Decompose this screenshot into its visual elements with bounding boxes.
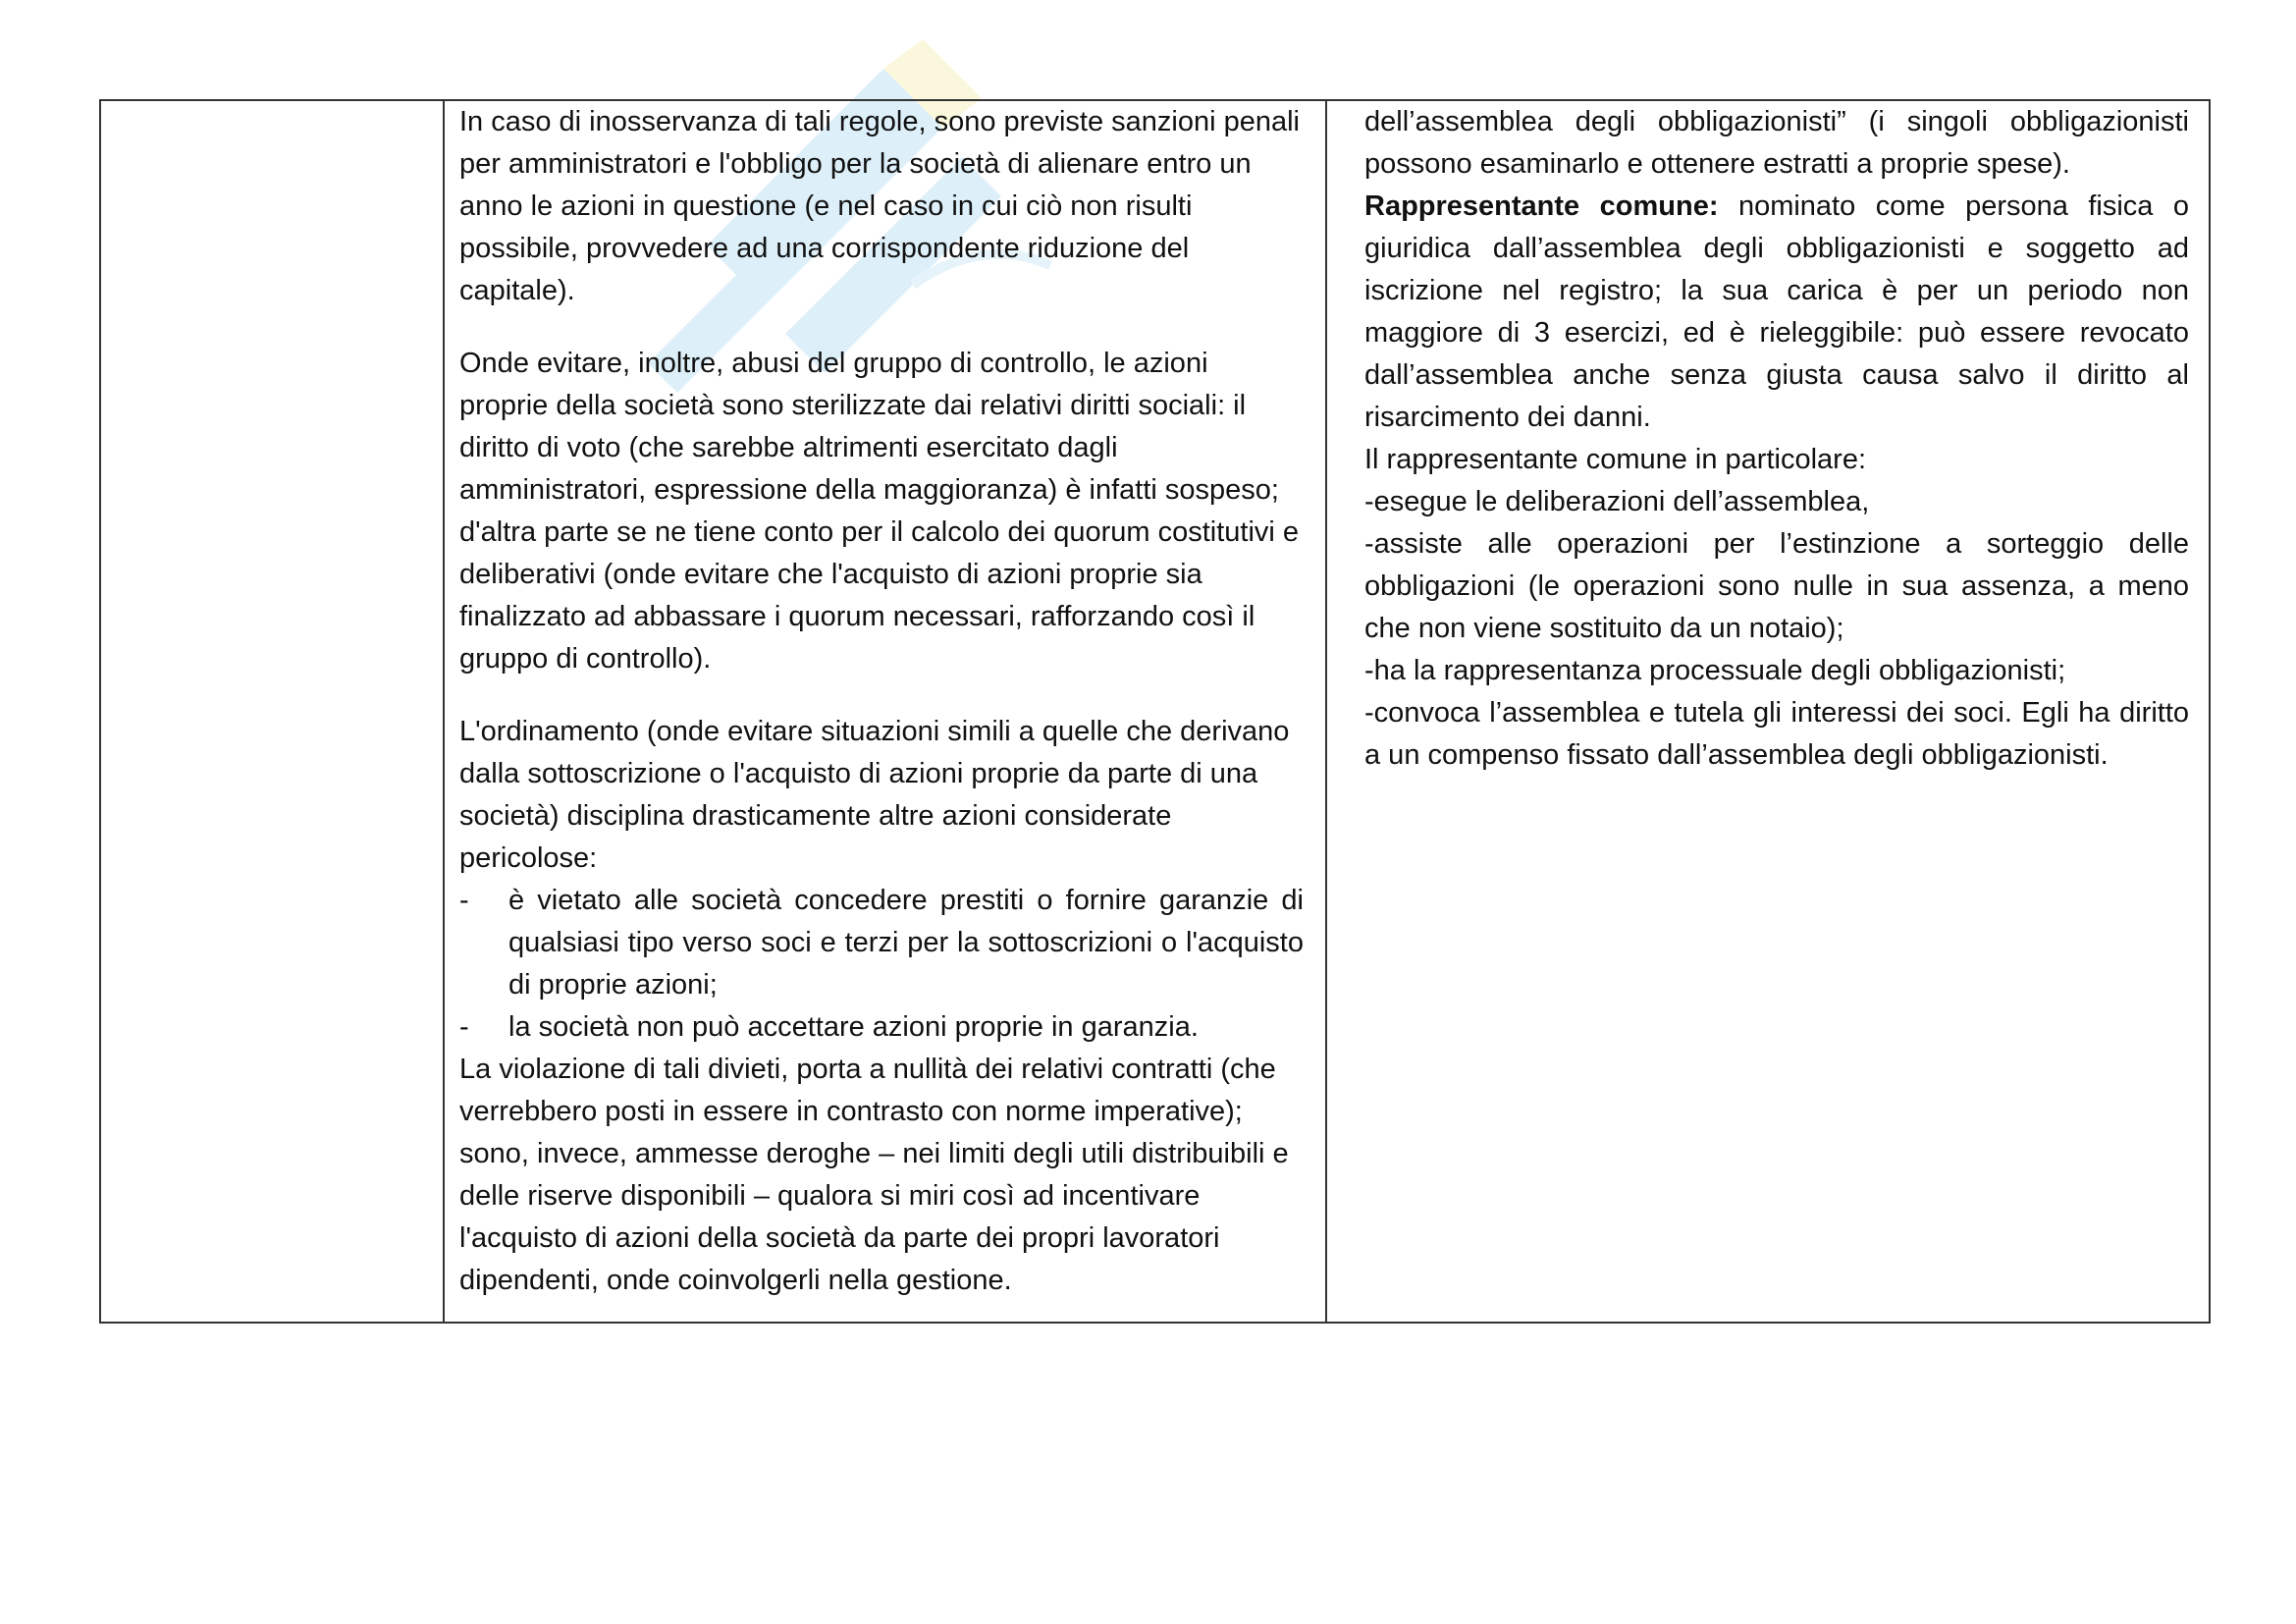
paragraph-rappresentante-comune bbox=[1364, 186, 2189, 439]
dash-bullet: - bbox=[459, 1011, 469, 1043]
divieti-list bbox=[459, 880, 1304, 1049]
paragraph-sterilizzazione: Onde evitare, inoltre, abusi del gruppo di controllo, le azioni proprie della società sono sterilizzate dai relativi diritti sociali: il diritto di voto (che sarebbe altrimenti esercitato dagli amministratori, espressione della maggioranza) è infatti sospeso; d'altra parte se ne tiene conto per il calcolo dei quorum costitutivi e deliberativi (onde evitare che l'acquisto di azioni proprie sia finalizzato ad abbassare i quorum necessari, rafforzando così il gruppo di controllo). bbox=[459, 348, 1300, 675]
table-cell-azioni-proprie bbox=[444, 100, 1326, 1323]
table-cell-empty bbox=[100, 100, 444, 1323]
table-cell-obbligazionisti bbox=[1326, 100, 2210, 1323]
paragraph-libro-assemblea: dell’assemblea degli obbligazionisti” (i singoli obbligazionisti possono esaminarlo e ottenere estratti a proprie spese). bbox=[1364, 106, 2189, 180]
content-table bbox=[99, 99, 2211, 1324]
list-item bbox=[459, 880, 1304, 1006]
dash-bullet: - bbox=[459, 885, 469, 916]
table-row bbox=[100, 100, 2210, 1323]
term-definition: nominato come persona fisica o giuridica dall’assemblea degli obbligazionisti e soggetto ad iscrizione nel registro; la sua carica è per un periodo non maggiore di 3 esercizi, ed è rieleggibile: può essere revocato dall’assemblea anche senza giusta causa salvo il diritto al risarcimento dei danni. bbox=[1364, 190, 2190, 433]
list-item: -ha la rappresentanza processuale degli obbligazionisti; bbox=[1364, 655, 2066, 686]
paragraph-sanzioni: In caso di inosservanza di tali regole, sono previste sanzioni penali per amministratori e l'obbligo per la società di alienare entro un anno le azioni in questione (e nel caso in cui ciò non risulti possibile, provvedere ad una corrispondente riduzione del capitale). bbox=[459, 106, 1300, 306]
list-item: -esegue le deliberazioni dell’assemblea, bbox=[1364, 486, 1870, 517]
list-item-text: la società non può accettare azioni proprie in garanzia. bbox=[508, 1011, 1199, 1043]
paragraph-ordinamento: L'ordinamento (onde evitare situazioni simili a quelle che derivano dalla sottoscrizione o l'acquisto di azioni proprie da parte di una società) disciplina drasticamente altre azioni considerate pericolose: bbox=[459, 716, 1290, 874]
list-item bbox=[459, 1006, 1304, 1049]
paragraph-violazione: La violazione di tali divieti, porta a nullità dei relativi contratti (che verrebbero posti in essere in contrasto con norme imperative); sono, invece, ammesse deroghe – nei limiti degli utili distribuibili e delle riserve disponibili – qualora si miri così ad incentivare l'acquisto di azioni della società da parte dei propri lavoratori dipendenti, onde coinvolgerli nella gestione. bbox=[459, 1054, 1289, 1296]
list-item: -convoca l’assemblea e tutela gli interessi dei soci. Egli ha diritto a un compenso fissato dall’assemblea degli obbligazionisti. bbox=[1364, 697, 2189, 771]
list-item: -assiste alle operazioni per l’estinzione a sorteggio delle obbligazioni (le operazioni sono nulle in sua assenza, a meno che non viene sostituito da un notaio); bbox=[1364, 528, 2189, 644]
list-item-text: è vietato alle società concedere prestiti o fornire garanzie di qualsiasi tipo verso soci e terzi per la sottoscrizioni o l'acquisto di proprie azioni; bbox=[508, 885, 1304, 1001]
term-heading: Rappresentante comune: bbox=[1364, 190, 1719, 222]
paragraph-in-particolare: Il rappresentante comune in particolare: bbox=[1364, 444, 1867, 475]
